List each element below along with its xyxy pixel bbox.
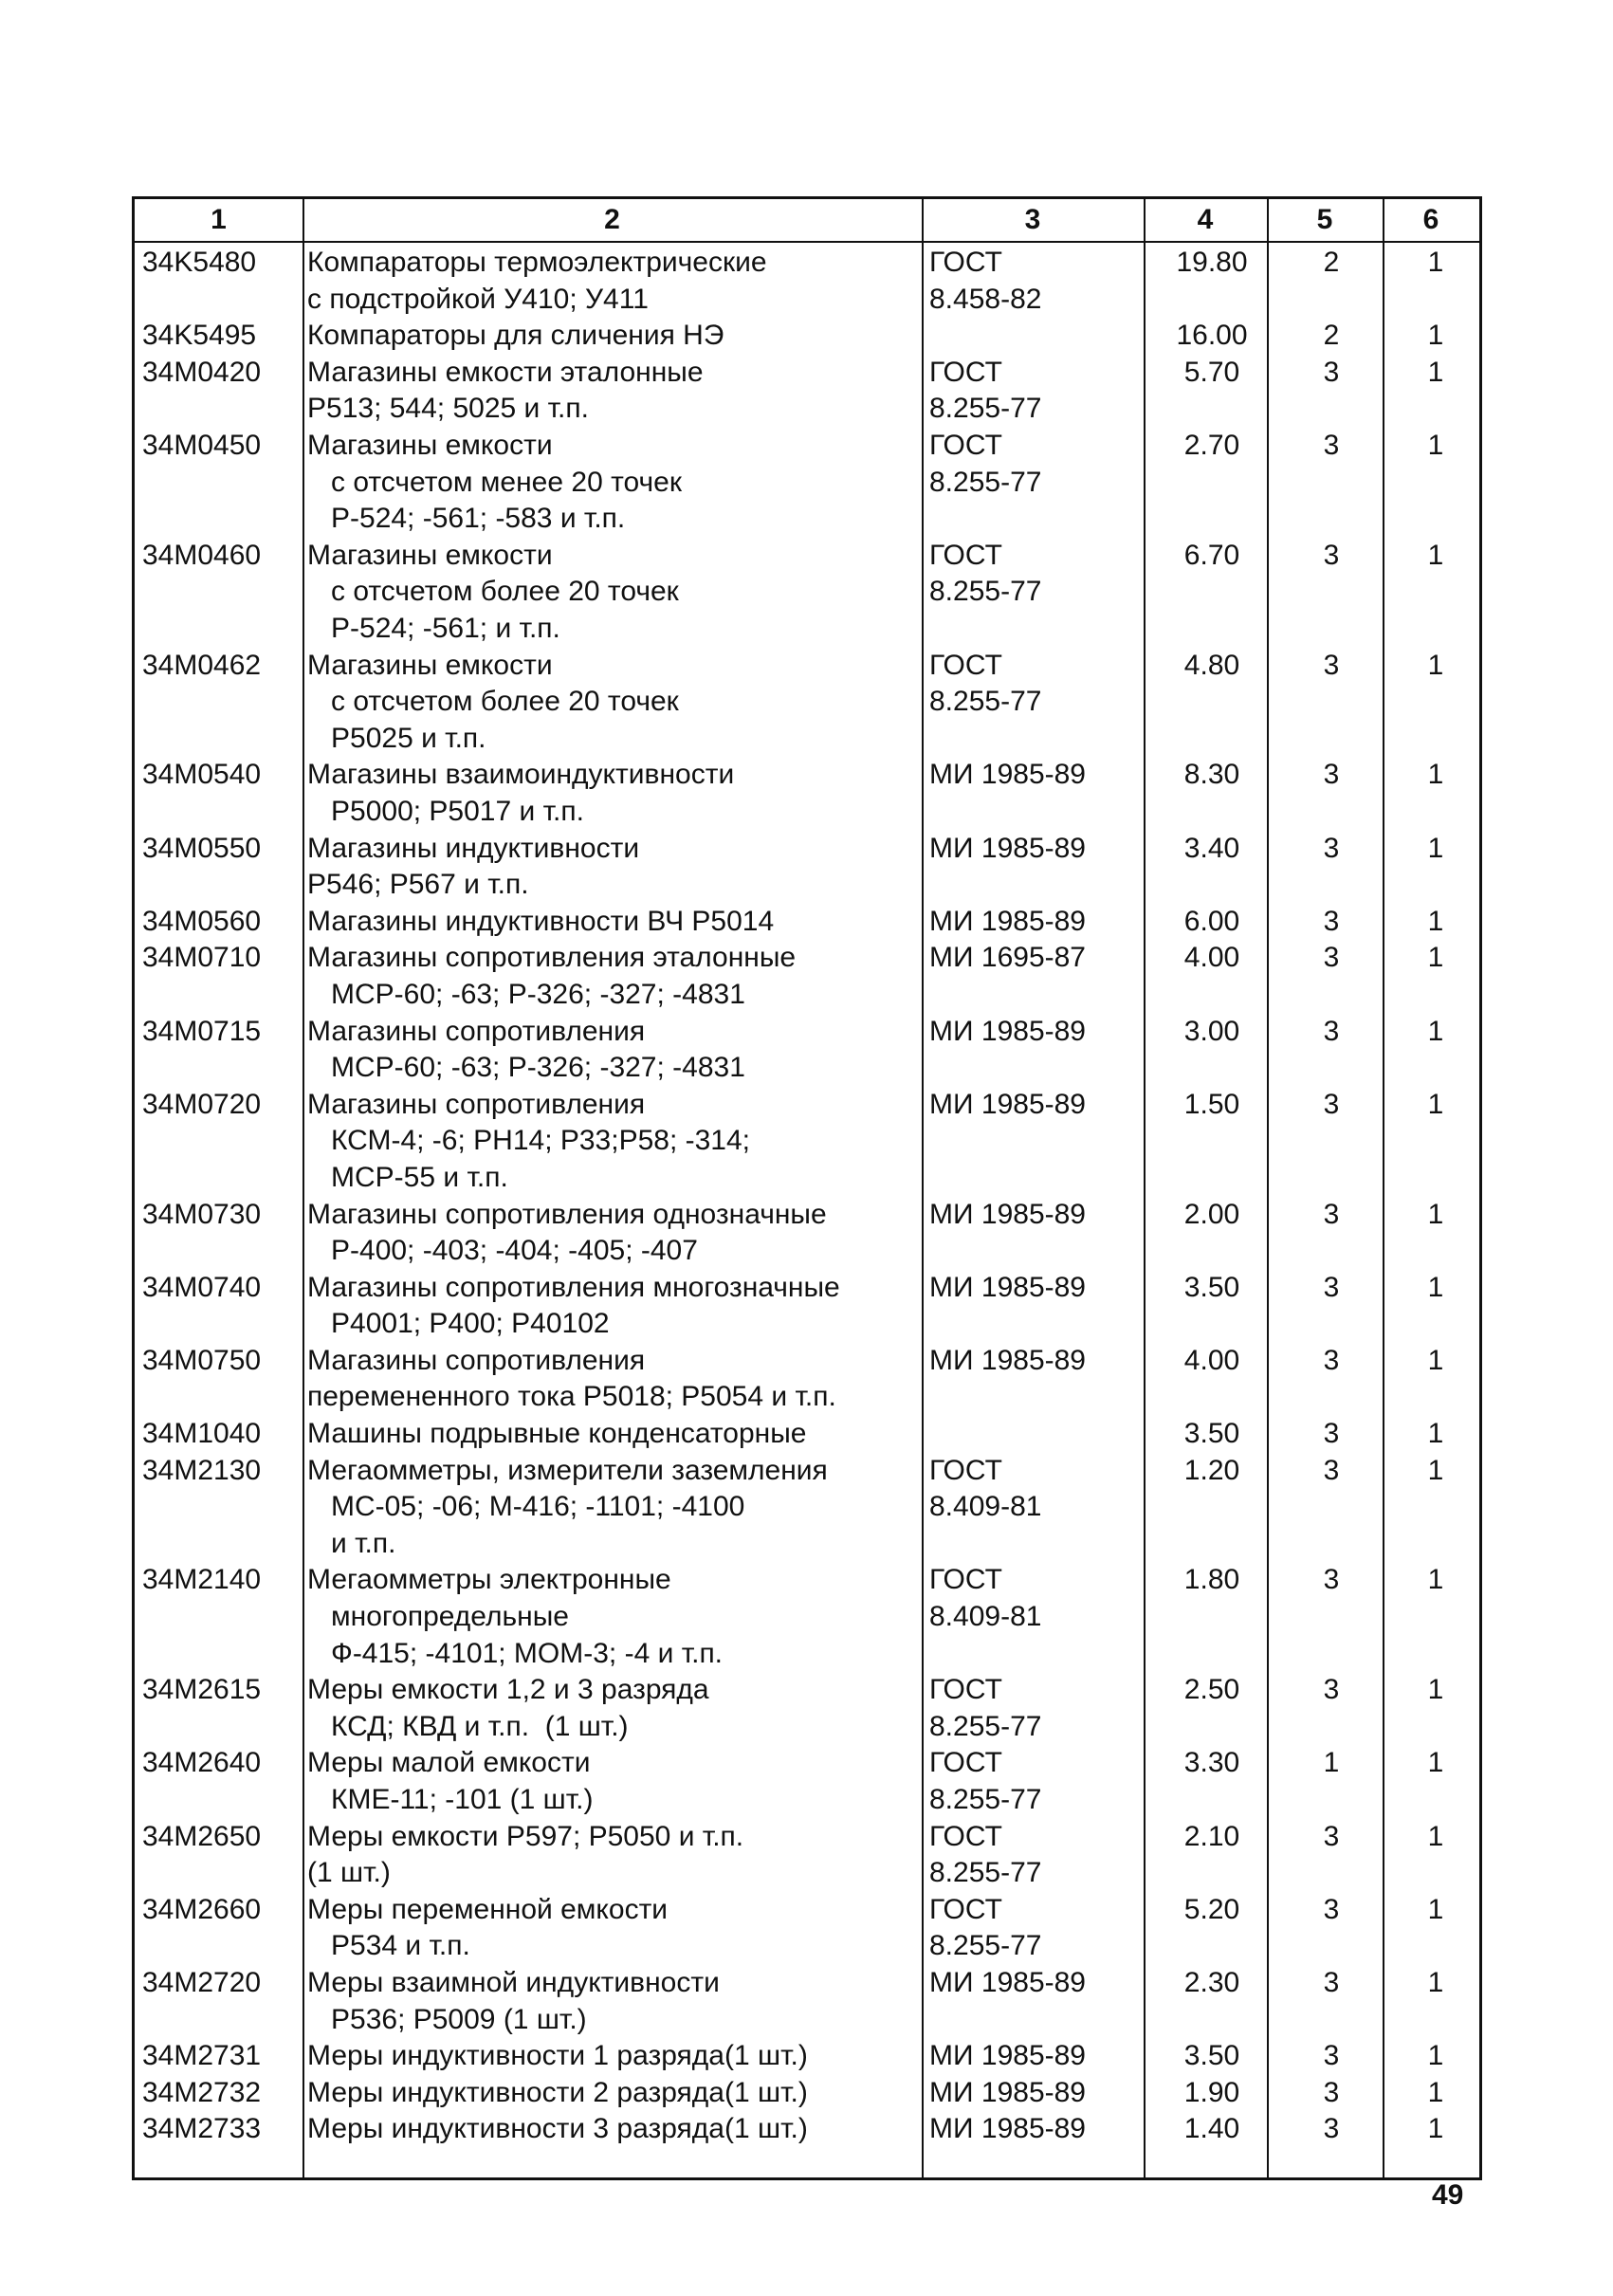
item-normative-doc	[929, 1270, 1086, 1307]
item-name-line: Меры индуктивности 2 разряда(1 шт.)	[307, 2076, 808, 2108]
item-name-line: Р546; Р567 и т.п.	[307, 869, 529, 901]
table-row	[135, 2111, 1479, 2148]
item-col5: 3	[1323, 1967, 1340, 1998]
item-name	[307, 831, 639, 904]
item-col6: 1	[1427, 1418, 1444, 1450]
item-value: 2.50	[1183, 1674, 1240, 1706]
item-name	[307, 1270, 840, 1343]
item-name-line: Компараторы для сличения НЭ	[307, 320, 724, 352]
item-value: 2.30	[1183, 1967, 1240, 1998]
item-col5: 3	[1323, 429, 1340, 461]
table-row	[135, 2075, 1479, 2112]
item-doc-line: 8.255-77	[929, 1857, 1042, 1889]
item-name	[307, 428, 682, 538]
item-name	[307, 1965, 720, 2038]
item-normative-doc	[929, 1087, 1086, 1124]
item-col6: 1	[1427, 539, 1444, 571]
item-code: 34M2732	[142, 2076, 262, 2108]
item-code: 34M0560	[142, 905, 262, 937]
item-name	[307, 1672, 709, 1745]
item-value: 1.90	[1183, 2076, 1240, 2108]
item-code: 34M0740	[142, 1271, 262, 1303]
item-name	[307, 318, 724, 355]
item-col6: 1	[1427, 1893, 1444, 1925]
item-name	[307, 648, 679, 758]
item-col6: 1	[1427, 832, 1444, 864]
item-normative-doc	[929, 831, 1086, 868]
item-name	[307, 1453, 828, 1563]
table-row	[135, 318, 1479, 355]
table-row	[135, 831, 1479, 904]
item-value: 6.00	[1183, 905, 1240, 937]
item-normative-doc	[929, 904, 1086, 941]
item-doc-line: 8.255-77	[929, 576, 1042, 608]
item-name-line: Магазины емкости	[307, 649, 553, 681]
item-name-line: Магазины сопротивления	[307, 1344, 646, 1376]
item-col6: 1	[1427, 429, 1444, 461]
item-name-line: с отсчетом более 20 точек	[307, 576, 679, 608]
item-name-line: КСД; КВД и т.п. (1 шт.)	[307, 1710, 629, 1742]
item-doc-line: МИ 1985-89	[929, 1344, 1086, 1376]
table-row	[135, 538, 1479, 648]
item-name-line: Меры емкости Р597; Р5050 и т.п.	[307, 1820, 744, 1852]
item-normative-doc	[929, 757, 1086, 794]
item-name-line: Р-524; -561; -583 и т.п.	[307, 503, 626, 535]
item-code: 34M2140	[142, 1564, 262, 1596]
item-doc-line: ГОСТ	[929, 1893, 1002, 1925]
item-value: 1.80	[1183, 1564, 1240, 1596]
item-name	[307, 757, 734, 830]
item-normative-doc	[929, 1672, 1041, 1745]
table-row	[135, 1819, 1479, 1892]
item-col6: 1	[1427, 1015, 1444, 1047]
column-header-1: 1	[211, 204, 227, 235]
item-col6: 1	[1427, 1271, 1444, 1303]
item-col6: 1	[1427, 905, 1444, 937]
item-name-line: Р513; 544; 5025 и т.п.	[307, 393, 589, 425]
item-col5: 3	[1323, 2040, 1340, 2072]
item-col5: 2	[1323, 247, 1340, 278]
item-name-line: перемененного тока Р5018; Р5054 и т.п.	[307, 1381, 836, 1413]
item-name	[307, 538, 679, 648]
table-row	[135, 1745, 1479, 1818]
item-doc-line: МИ 1985-89	[929, 2076, 1086, 2108]
header-divider	[135, 241, 1479, 243]
item-name	[307, 904, 774, 941]
item-name	[307, 1562, 723, 1672]
item-doc-line: ГОСТ	[929, 649, 1002, 681]
item-name-line: Магазины индуктивности	[307, 832, 640, 864]
item-col5: 3	[1323, 1454, 1340, 1486]
item-col6: 1	[1427, 649, 1444, 681]
item-code: 34M2640	[142, 1747, 262, 1779]
item-code: 34M0730	[142, 1198, 262, 1230]
item-code: 34M2733	[142, 2113, 262, 2145]
table-row	[135, 1343, 1479, 1416]
item-name-line: Компараторы термоэлектрические	[307, 247, 767, 278]
item-value: 1.50	[1183, 1088, 1240, 1120]
item-normative-doc	[929, 245, 1041, 318]
item-col6: 1	[1427, 1198, 1444, 1230]
item-col5: 3	[1323, 1344, 1340, 1376]
item-col6: 1	[1427, 942, 1444, 974]
item-col5: 3	[1323, 539, 1340, 571]
item-col6: 1	[1427, 1967, 1444, 1998]
table-row	[135, 757, 1479, 830]
item-name-line: Магазины сопротивления	[307, 1015, 646, 1047]
table-row	[135, 904, 1479, 941]
item-value: 3.50	[1183, 1418, 1240, 1450]
item-name	[307, 2038, 808, 2075]
table-row	[135, 1416, 1479, 1453]
item-normative-doc	[929, 1453, 1041, 1526]
item-doc-line: МИ 1985-89	[929, 832, 1086, 864]
item-name-line: КСМ-4; -6; РН14; Р33;Р58; -314;	[307, 1125, 751, 1157]
table-row	[135, 1270, 1479, 1343]
item-code: 34K5495	[142, 320, 257, 352]
item-col5: 1	[1323, 1747, 1340, 1779]
item-name-line: Р-524; -561; и т.п.	[307, 612, 560, 644]
item-name-line: Магазины сопротивления многозначные	[307, 1271, 840, 1303]
item-col5: 3	[1323, 942, 1340, 974]
item-normative-doc	[929, 1562, 1041, 1635]
item-col6: 1	[1427, 1454, 1444, 1486]
item-code: 34M0420	[142, 356, 262, 388]
item-name-line: Магазины сопротивления однозначные	[307, 1198, 827, 1230]
item-value: 1.20	[1183, 1454, 1240, 1486]
item-col5: 3	[1323, 1674, 1340, 1706]
item-doc-line: МИ 1695-87	[929, 942, 1086, 974]
item-col5: 3	[1323, 832, 1340, 864]
item-col6: 1	[1427, 247, 1444, 278]
item-name-line: Меры индуктивности 3 разряда(1 шт.)	[307, 2113, 808, 2145]
item-doc-line: МИ 1985-89	[929, 1088, 1086, 1120]
item-name-line: Меры индуктивности 1 разряда(1 шт.)	[307, 2040, 808, 2072]
item-name-line: Р4001; Р400; Р40102	[307, 1308, 610, 1340]
item-name	[307, 1087, 750, 1197]
column-header-3: 3	[1024, 204, 1041, 235]
item-doc-line: МИ 1985-89	[929, 905, 1086, 937]
item-name-line: Р536; Р5009 (1 шт.)	[307, 2003, 587, 2035]
table-row	[135, 1453, 1479, 1563]
item-name-line: Ф-415; -4101; МОМ-3; -4 и т.п.	[307, 1637, 724, 1669]
item-normative-doc	[929, 1892, 1041, 1965]
item-value: 19.80	[1176, 247, 1248, 278]
item-name-line: с отсчетом более 20 точек	[307, 686, 679, 718]
item-doc-line: МИ 1985-89	[929, 2040, 1086, 2072]
item-doc-line: 8.409-81	[929, 1601, 1042, 1633]
item-normative-doc	[929, 2038, 1086, 2075]
item-col5: 3	[1323, 905, 1340, 937]
item-code: 34M0720	[142, 1088, 262, 1120]
item-col5: 3	[1323, 1418, 1340, 1450]
item-code: 34M0450	[142, 429, 262, 461]
item-code: 34M2130	[142, 1454, 262, 1486]
item-name-line: Магазины емкости	[307, 539, 553, 571]
item-name-line: Магазины сопротивления	[307, 1088, 646, 1120]
table-body	[135, 245, 1479, 2148]
item-col5: 3	[1323, 1820, 1340, 1852]
item-name-line: Магазины сопротивления эталонные	[307, 942, 797, 974]
item-normative-doc	[929, 940, 1086, 977]
item-doc-line: 8.255-77	[929, 393, 1042, 425]
column-header-5: 5	[1316, 204, 1333, 235]
item-value: 4.80	[1183, 649, 1240, 681]
item-value: 16.00	[1176, 320, 1248, 352]
item-doc-line: 8.255-77	[929, 686, 1042, 718]
item-col6: 1	[1427, 759, 1444, 791]
item-doc-line: МИ 1985-89	[929, 1198, 1086, 1230]
item-doc-line: ГОСТ	[929, 1674, 1002, 1706]
item-code: 34M0715	[142, 1015, 262, 1047]
item-code: 34M0710	[142, 942, 262, 974]
page-number: 49	[1432, 2179, 1464, 2211]
item-name-line: Меры переменной емкости	[307, 1893, 669, 1925]
item-col6: 1	[1427, 1820, 1444, 1852]
item-value: 3.50	[1183, 1271, 1240, 1303]
table-row	[135, 428, 1479, 538]
item-name-line: МС-05; -06; М-416; -1101; -4100	[307, 1491, 745, 1523]
item-code: 34K5480	[142, 247, 257, 278]
table-row	[135, 1087, 1479, 1197]
item-name-line: с отсчетом менее 20 точек	[307, 466, 682, 498]
item-col5: 3	[1323, 2113, 1340, 2145]
item-code: 34M1040	[142, 1418, 262, 1450]
item-col5: 2	[1323, 320, 1340, 352]
item-doc-line: 8.255-77	[929, 1930, 1042, 1962]
item-value: 8.30	[1183, 759, 1240, 791]
item-name	[307, 940, 796, 1013]
item-name	[307, 1892, 668, 1965]
item-name-line: Магазины емкости	[307, 429, 553, 461]
item-name-line: Магазины индуктивности ВЧ Р5014	[307, 905, 775, 937]
table-row	[135, 245, 1479, 318]
item-col5: 3	[1323, 1271, 1340, 1303]
item-name-line: Меры емкости 1,2 и 3 разряда	[307, 1674, 709, 1706]
price-table	[132, 196, 1482, 2180]
item-value: 2.10	[1183, 1820, 1240, 1852]
item-code: 34M0462	[142, 649, 262, 681]
item-col5: 3	[1323, 1564, 1340, 1596]
item-col5: 3	[1323, 356, 1340, 388]
item-col5: 3	[1323, 2076, 1340, 2108]
item-name-line: Машины подрывные конденсаторные	[307, 1418, 807, 1450]
item-code: 34M0750	[142, 1344, 262, 1376]
item-col6: 1	[1427, 1674, 1444, 1706]
item-doc-line: 8.409-81	[929, 1491, 1042, 1523]
item-doc-line: ГОСТ	[929, 247, 1002, 278]
item-col6: 1	[1427, 356, 1444, 388]
item-col5: 3	[1323, 649, 1340, 681]
table-row	[135, 1014, 1479, 1087]
item-name-line: Магазины взаимоиндуктивности	[307, 759, 735, 791]
item-value: 3.50	[1183, 2040, 1240, 2072]
item-name	[307, 2075, 808, 2112]
item-name-line: МСР-60; -63; Р-326; -327; -4831	[307, 1052, 745, 1084]
column-header-6: 6	[1422, 204, 1439, 235]
item-normative-doc	[929, 428, 1041, 501]
item-col6: 1	[1427, 1344, 1444, 1376]
item-name	[307, 245, 767, 318]
item-normative-doc	[929, 2075, 1086, 2112]
table-row	[135, 940, 1479, 1013]
item-doc-line: ГОСТ	[929, 356, 1002, 388]
item-value: 3.40	[1183, 832, 1240, 864]
item-code: 34M2720	[142, 1967, 262, 1998]
column-header-2: 2	[604, 204, 620, 235]
table-row	[135, 1965, 1479, 2038]
item-normative-doc	[929, 1014, 1086, 1051]
item-name-line: (1 шт.)	[307, 1857, 391, 1889]
item-name-line: с подстройкой У410; У411	[307, 283, 649, 315]
item-value: 4.00	[1183, 942, 1240, 974]
item-doc-line: ГОСТ	[929, 1820, 1002, 1852]
item-code: 34M0550	[142, 832, 262, 864]
item-col5: 3	[1323, 1893, 1340, 1925]
item-code: 34M2731	[142, 2040, 262, 2072]
item-doc-line: 8.255-77	[929, 1784, 1042, 1816]
item-doc-line: ГОСТ	[929, 1747, 1002, 1779]
item-normative-doc	[929, 648, 1041, 721]
item-doc-line: МИ 1985-89	[929, 759, 1086, 791]
item-code: 34M0460	[142, 539, 262, 571]
item-normative-doc	[929, 1343, 1086, 1380]
item-name-line: Магазины емкости эталонные	[307, 356, 704, 388]
item-doc-line: МИ 1985-89	[929, 1967, 1086, 1998]
item-doc-line: ГОСТ	[929, 429, 1002, 461]
item-name-line: Р5025 и т.п.	[307, 722, 486, 754]
item-name-line: Меры взаимной индуктивности	[307, 1967, 720, 1998]
item-normative-doc	[929, 2111, 1086, 2148]
item-value: 3.00	[1183, 1015, 1240, 1047]
item-normative-doc	[929, 1965, 1086, 2002]
item-name	[307, 1197, 827, 1270]
item-doc-line: ГОСТ	[929, 1564, 1002, 1596]
item-doc-line: МИ 1985-89	[929, 1271, 1086, 1303]
item-col5: 3	[1323, 1198, 1340, 1230]
item-normative-doc	[929, 1819, 1041, 1892]
item-value: 4.00	[1183, 1344, 1240, 1376]
table-row	[135, 1562, 1479, 1672]
item-name-line: Мегаомметры, измерители заземления	[307, 1454, 828, 1486]
item-col6: 1	[1427, 2040, 1444, 2072]
item-doc-line: ГОСТ	[929, 1454, 1002, 1486]
table-row	[135, 1197, 1479, 1270]
item-name-line: Р534 и т.п.	[307, 1930, 470, 1962]
item-col5: 3	[1323, 1088, 1340, 1120]
table-row	[135, 355, 1479, 428]
item-value: 1.40	[1183, 2113, 1240, 2145]
table-row	[135, 1892, 1479, 1965]
item-name	[307, 1343, 836, 1416]
item-normative-doc	[929, 1197, 1086, 1234]
table-row	[135, 648, 1479, 758]
item-normative-doc	[929, 1745, 1041, 1818]
item-col6: 1	[1427, 1564, 1444, 1596]
item-value: 6.70	[1183, 539, 1240, 571]
item-name	[307, 1819, 743, 1892]
item-value: 2.00	[1183, 1198, 1240, 1230]
item-name-line: Р5000; Р5017 и т.п.	[307, 795, 584, 827]
item-col6: 1	[1427, 1088, 1444, 1120]
item-value: 5.70	[1183, 356, 1240, 388]
item-name-line: и т.п.	[307, 1527, 396, 1559]
item-name	[307, 355, 704, 428]
item-doc-line: 8.458-82	[929, 283, 1042, 315]
table-row	[135, 2038, 1479, 2075]
item-col6: 1	[1427, 2076, 1444, 2108]
item-doc-line: МИ 1985-89	[929, 1015, 1086, 1047]
item-normative-doc	[929, 538, 1041, 611]
item-name-line: МСР-60; -63; Р-326; -327; -4831	[307, 978, 745, 1010]
item-name	[307, 1745, 593, 1818]
item-value: 5.20	[1183, 1893, 1240, 1925]
item-name-line: Р-400; -403; -404; -405; -407	[307, 1235, 698, 1267]
item-name	[307, 1416, 807, 1453]
item-name-line: Мегаомметры электронные	[307, 1564, 671, 1596]
item-doc-line: 8.255-77	[929, 466, 1042, 498]
table-row	[135, 1672, 1479, 1745]
item-name-line: МСР-55 и т.п.	[307, 1161, 508, 1193]
item-doc-line: ГОСТ	[929, 539, 1002, 571]
item-name-line: КМЕ-11; -101 (1 шт.)	[307, 1784, 594, 1816]
item-code: 34M0540	[142, 759, 262, 791]
item-name-line: Меры малой емкости	[307, 1747, 591, 1779]
item-doc-line: МИ 1985-89	[929, 2113, 1086, 2145]
item-name-line: многопредельные	[307, 1601, 569, 1633]
item-code: 34M2650	[142, 1820, 262, 1852]
item-col6: 1	[1427, 320, 1444, 352]
item-col6: 1	[1427, 2113, 1444, 2145]
column-header-4: 4	[1197, 204, 1214, 235]
item-normative-doc	[929, 355, 1041, 428]
item-col5: 3	[1323, 759, 1340, 791]
item-code: 34M2615	[142, 1674, 262, 1706]
item-value: 2.70	[1183, 429, 1240, 461]
item-col5: 3	[1323, 1015, 1340, 1047]
item-col6: 1	[1427, 1747, 1444, 1779]
item-code: 34M2660	[142, 1893, 262, 1925]
item-name	[307, 1014, 745, 1087]
item-value: 3.30	[1183, 1747, 1240, 1779]
item-name	[307, 2111, 808, 2148]
item-doc-line: 8.255-77	[929, 1710, 1042, 1742]
